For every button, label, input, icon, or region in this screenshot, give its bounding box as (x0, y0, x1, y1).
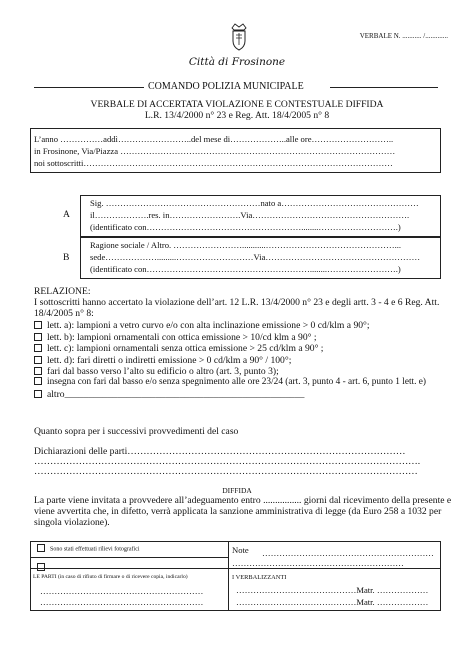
document-title: VERBALE DI ACCERTATA VIOLAZIONE E CONTESTUALE DIFFIDA (90, 99, 384, 110)
intro-line-date: L’anno ……………addì……………………..del mese di………………..alle ore……………………….. (34, 134, 394, 144)
violation-item: lett. d): fari diretti o indiretti emissione > 0 cd/klm a 90° / 100°; (34, 355, 291, 366)
relazione-text: I sottoscritti hanno accertato la violazione dell’art. 12 L.R. 13/4/2000 n° 23 e degli artt. 3 - 4 e 6 Reg. Att. (34, 297, 440, 308)
table-row-divider-left (30, 568, 228, 569)
violation-item: fari dal basso verso l’alto su edificio o altro (art. 3, punto 3); (34, 366, 279, 377)
office-title: COMANDO POLIZIA MUNICIPALE (148, 81, 304, 92)
parti-signature-line: ………………………………………………… (40, 597, 204, 607)
violation-item-other: altro__________________________________________________ (34, 389, 304, 400)
table-row-divider-right (228, 568, 441, 569)
note-label: Note (232, 545, 249, 555)
violation-checkbox[interactable] (34, 344, 42, 352)
intro-line-officers: noi sottoscritti……………………………………………………………………………………………… (34, 158, 393, 168)
diffida-text: singola violazione). (34, 517, 110, 528)
note-line: …………………………………………………… (232, 558, 404, 568)
provvedimenti-text: Quanto sopra per i successivi provvedimenti del caso (34, 426, 239, 437)
violation-item: lett. a): lampioni a vetro curvo e/o con alta inclinazione emissione > 0 cd/klm a 90°; (34, 320, 370, 331)
party-b-line-seat: sede……………….........………………………Via……………………………………………… (90, 252, 421, 262)
rilievi-checkbox[interactable] (37, 544, 45, 552)
city-name: Città di Frosinone (188, 56, 286, 68)
party-a-line-id: (identificato con………………………………………………........……………………….) (90, 222, 401, 232)
verbalizzanti-line: ……………………………………Matr. ……………… (236, 585, 429, 595)
violation-checkbox[interactable] (34, 333, 42, 341)
diffida-text: viene avvertita che, in difetto, verrà applicata la sanzione amministrativa di legge (da Euro 258 a 1032 per (34, 506, 442, 517)
header-rule-left (34, 87, 144, 88)
violation-checkbox[interactable] (34, 321, 42, 329)
relazione-heading: RELAZIONE: (34, 286, 91, 297)
rilievi-row: Sono stati effettuati rilievi fotografici (37, 545, 140, 553)
diffida-heading: DIFFIDA (222, 486, 252, 495)
dichiarazioni-line: …………………………………………………………………………………………………………. (34, 456, 421, 467)
parti-label: LE PARTI (in caso di rifiuto di firmare o di ricevere copia, indicarlo) (33, 574, 188, 580)
note-line: …………………………………………………… (262, 548, 434, 558)
blank-checkbox[interactable] (37, 563, 45, 571)
intro-line-place: in Frosinone, Via/Piazza …………………………………………………………………………………… (34, 146, 396, 156)
party-b-line-id: (identificato con…………………………………………………........…………………….) (90, 264, 401, 274)
party-b-line-company: Ragione sociale / Altro. ……………………...........………………………………………... (90, 240, 402, 250)
violation-checkbox[interactable] (34, 356, 42, 364)
dichiarazioni-label: Dichiarazioni delle parti…………………………………………………………………………… (34, 446, 406, 457)
city-crest-icon (229, 22, 249, 52)
party-a-line-name: Sig. ………………………………………………nato a………………………………………… (90, 198, 419, 208)
verbalizzanti-line: ……………………………………Matr. ……………… (236, 597, 429, 607)
violation-checkbox[interactable] (34, 367, 42, 375)
table-row-divider-left (30, 557, 228, 558)
dichiarazioni-line: ………………………………………………………………………………………………………… (34, 466, 418, 477)
parti-signature-line: ………………………………………………… (40, 586, 204, 596)
table-divider (228, 541, 229, 611)
violation-item: insegna con fari dal basso e/o senza spegnimento alle ore 23/24 (art. 3, punto 4 - art. 6, punto 1 lett. e) (34, 377, 426, 387)
document-reference: L.R. 13/4/2000 n° 23 e Reg. Att. 18/4/2005 n° 8 (144, 110, 330, 121)
diffida-text: La parte viene invitata a provvedere all’adeguamento entro ................ giorni dal ricevimento della presente e (34, 495, 452, 506)
verbalizzanti-label: I VERBALIZZANTI (232, 574, 287, 581)
violation-checkbox[interactable] (34, 377, 42, 385)
party-b-label: B (63, 252, 70, 263)
violation-item: lett. b): lampioni ornamentali con ottica emissione > 10/cd klm a 90° ; (34, 332, 317, 343)
party-a-label: A (63, 209, 70, 220)
relazione-text-cont: 18/4/2005 n° 8: (34, 308, 94, 319)
violation-item: lett. c): lampioni ornamentali senza ottica emissione > 25 cd/klm a 90° ; (34, 343, 323, 354)
header-rule-right (330, 87, 438, 88)
party-a-line-residence: il……………….res. in…………………….Via………………………………………………. (90, 210, 410, 220)
verbale-number: VERBALE N. ........... /............. (359, 32, 448, 40)
violation-checkbox[interactable] (34, 390, 42, 398)
